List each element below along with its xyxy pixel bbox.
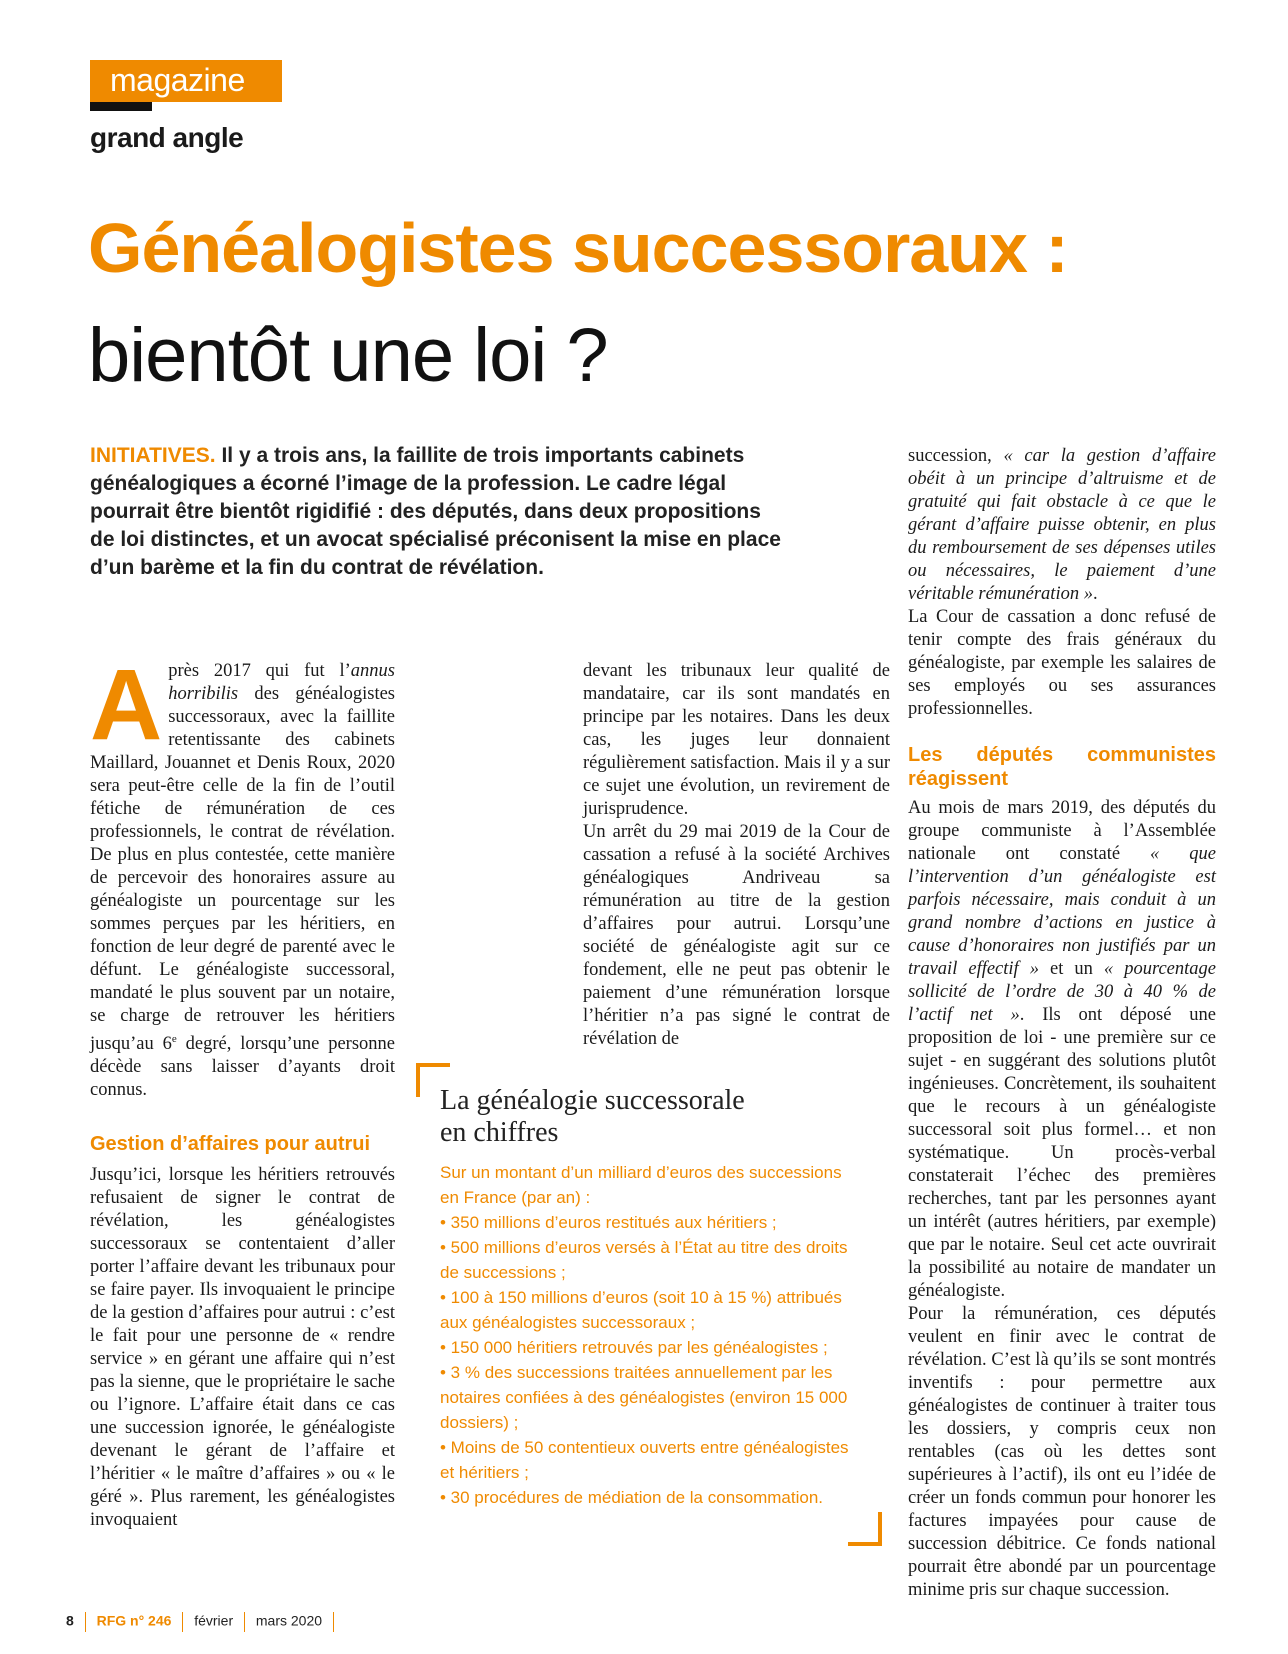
magazine-tag: magazine	[110, 62, 245, 98]
paragraph: Un arrêt du 29 mai 2019 de la Cour de cassation a refusé à la société Archives généalogiques Andriveau sa rémunération au titre de la gestion d’affaires pour autrui. Lorsqu’une société de généalogiste agit sur ce fondement, elle ne peut pas obtenir le paiement d’une rémunération lorsque l’héritier n’a pas signé le contrat de révélation de	[583, 822, 890, 1049]
lead-keyword: INITIATIVES.	[90, 444, 216, 467]
issue-month-1: février	[194, 1612, 234, 1629]
publication-issue: RFG n° 246	[96, 1612, 172, 1629]
paragraph-text: .	[1092, 584, 1098, 604]
footer-separator	[85, 1612, 86, 1632]
article-column-1	[90, 649, 395, 1532]
paragraph: La Cour de cassation a donc refusé de tenir compte des frais généraux du généalogiste, par exemple les salaires de ses employés ou ses assurances professionnelles.	[908, 607, 1216, 719]
box-corner-bottom-right	[848, 1512, 882, 1546]
quote: « que l’intervention d’un généalogiste est parfois nécessaire, mais conduit à un grand nombre d’actions en justice à cause d’honoraires non justifiés par un travail effectif »	[908, 844, 1217, 979]
footer-separator	[182, 1612, 183, 1632]
list-item: • 30 procédures de médiation de la consommation.	[440, 1488, 824, 1507]
list-item: • 3 % des successions traitées annuellement par les notaires confiées à des généalogistes (environ 15 000 dossiers) ;	[440, 1363, 848, 1432]
paragraph: devant les tribunaux leur qualité de mandataire, car ils sont mandatés en principe par les notaires. Dans les deux cas, les juges leur donnaient régulièrement satisfaction. Mais il y a sur ce sujet une évolution, un revirement de jurisprudence.	[583, 661, 890, 819]
box-title-line2: en chiffres	[440, 1117, 559, 1148]
page-number: 8	[66, 1612, 74, 1629]
superscript: e	[171, 1033, 177, 1045]
box-intro: Sur un montant d’un milliard d’euros des successions en France (par an) :	[440, 1163, 842, 1207]
paragraph: Pour la rémunération, ces députés veulent en finir avec le contrat de révélation. C’est là qu’ils se sont montrés inventifs : pour permettre aux généalogistes de continuer à traiter tous les dossiers, y compris ceux non rentables (cas où les dettes sont supérieures à l’actif), ils ont eu l’idée de créer un fonds commun pour honorer les factures impayées pour cause de succession débitrice. Ce fonds national pourrait être abondé par un pourcentage minime pris sur chaque succession.	[908, 1304, 1216, 1600]
list-item: • Moins de 50 contentieux ouverts entre généalogistes et héritiers ;	[440, 1438, 849, 1482]
quote: « pourcentage sollicité de l’ordre de 30 à 40 % de l’actif net »	[908, 959, 1216, 1025]
paragraph-emphasis: annus horribilis	[168, 661, 395, 704]
subheading-deputes: Les députés communistes réagissent	[908, 744, 1216, 790]
paragraph-text: Au mois de mars 2019, des députés du groupe communiste à l’Assemblée nationale ont constaté	[908, 798, 1216, 864]
article-title-line1: Généalogistes successoraux :	[88, 209, 1068, 287]
article-column-2	[583, 660, 890, 1051]
paragraph-intro	[90, 649, 395, 1102]
paragraph: Jusqu’ici, lorsque les héritiers retrouvés refusaient de signer le contrat de révélation, les généalogistes successoraux se contentaient d’aller porter l’affaire devant les tribunaux pour se faire payer. Ils invoquaient le principe de la gestion d’affaires pour autrui : c’est le fait pour une personne de « rendre service » en gérant une affaire qui n’est pas la sienne, que le propriétaire le sache ou l’ignore. L’affaire était dans ce cas une succession ignorée, le généalogiste devenant le gérant de l’affaire et l’héritier « le maître d’affaires » ou « le géré ». Plus rarement, les généalogistes invoquaient	[90, 1165, 395, 1531]
section-label: grand angle	[90, 122, 244, 153]
list-item: • 150 000 héritiers retrouvés par les généalogistes ;	[440, 1338, 828, 1357]
list-item: • 350 millions d’euros restitués aux héritiers ;	[440, 1213, 777, 1232]
paragraph-text: succession,	[908, 446, 1004, 466]
article-lead	[90, 442, 785, 582]
quote: « car la gestion d’affaire obéit à un principe d’altruisme et de gratuité qui fait obstacle à ce que le gérant d’affaire puisse obtenir, en plus du remboursement de ses dépenses utiles ou nécessaires, le paiement d’une véritable rémunération »	[908, 446, 1216, 604]
paragraph	[908, 445, 1216, 606]
lead-text: Il y a trois ans, la faillite de trois importants cabinets généalogiques a écorné l’image de la profession. Le cadre légal pourrait être bientôt rigidifié : des députés, dans deux propositions de loi distinctes, et un avocat spécialisé préconisent la mise en place d’un barème et la fin du contrat de révélation.	[90, 444, 781, 579]
list-item: • 500 millions d’euros versés à l’État au titre des droits de successions ;	[440, 1238, 848, 1282]
box-title-line1: La généalogie successorale	[440, 1085, 745, 1116]
footer-separator	[333, 1612, 334, 1632]
paragraph-text: près 2017 qui fut l’	[168, 661, 351, 681]
box-figures-list	[440, 1160, 860, 1510]
paragraph-text: degré, lorsqu’une personne décède sans laisser d’ayants droit connus.	[90, 1034, 395, 1101]
article-title-line2: bientôt une loi ?	[88, 313, 608, 398]
page-footer	[66, 1612, 341, 1632]
paragraph-text: des généalogistes successoraux, avec la faillite retentissante des cabinets Maillard, Jouannet et Denis Roux, 2020 sera peut-être celle de la fin de l’outil fétiche de rémunération de ces professionnels, le contrat de révélation. De plus en plus contestée, cette manière de percevoir des honoraires assure au généalogiste un pourcentage sur les sommes perçues par les héritiers, en fonction de leur degré de parenté avec le défunt. Le généalogiste successoral, mandaté le plus souvent par un notaire, se charge de retrouver les héritiers jusqu’au 6	[90, 684, 395, 1055]
issue-month-2: mars 2020	[255, 1612, 323, 1629]
list-item: • 100 à 150 millions d’euros (soit 10 à 15 %) attribués aux généalogistes successoraux ;	[440, 1288, 842, 1332]
article-column-3	[908, 445, 1216, 1602]
paragraph-text: et un	[1038, 959, 1104, 979]
drop-cap: A	[90, 649, 163, 761]
subheading-gestion-affaires: Gestion d’affaires pour autrui	[90, 1133, 371, 1156]
paragraph	[908, 797, 1216, 1303]
tag-underline-bar	[90, 102, 152, 111]
box-title	[440, 1085, 745, 1149]
paragraph-text: . Ils ont déposé une proposition de loi - une première sur ce sujet - en suggérant des solutions plutôt ingénieuses. Concrètement, ils souhaitent que le recours à un généalogiste successoral soit plus formel… et non systématique. Un procès-verbal constaterait l’échec des premières recherches, tant par les personnes ayant un intérêt (autres héritiers, par exemple) que par le notaire. Seul cet acte ouvrirait la possibilité au notaire de mandater un généalogiste.	[908, 1005, 1216, 1301]
footer-separator	[244, 1612, 245, 1632]
